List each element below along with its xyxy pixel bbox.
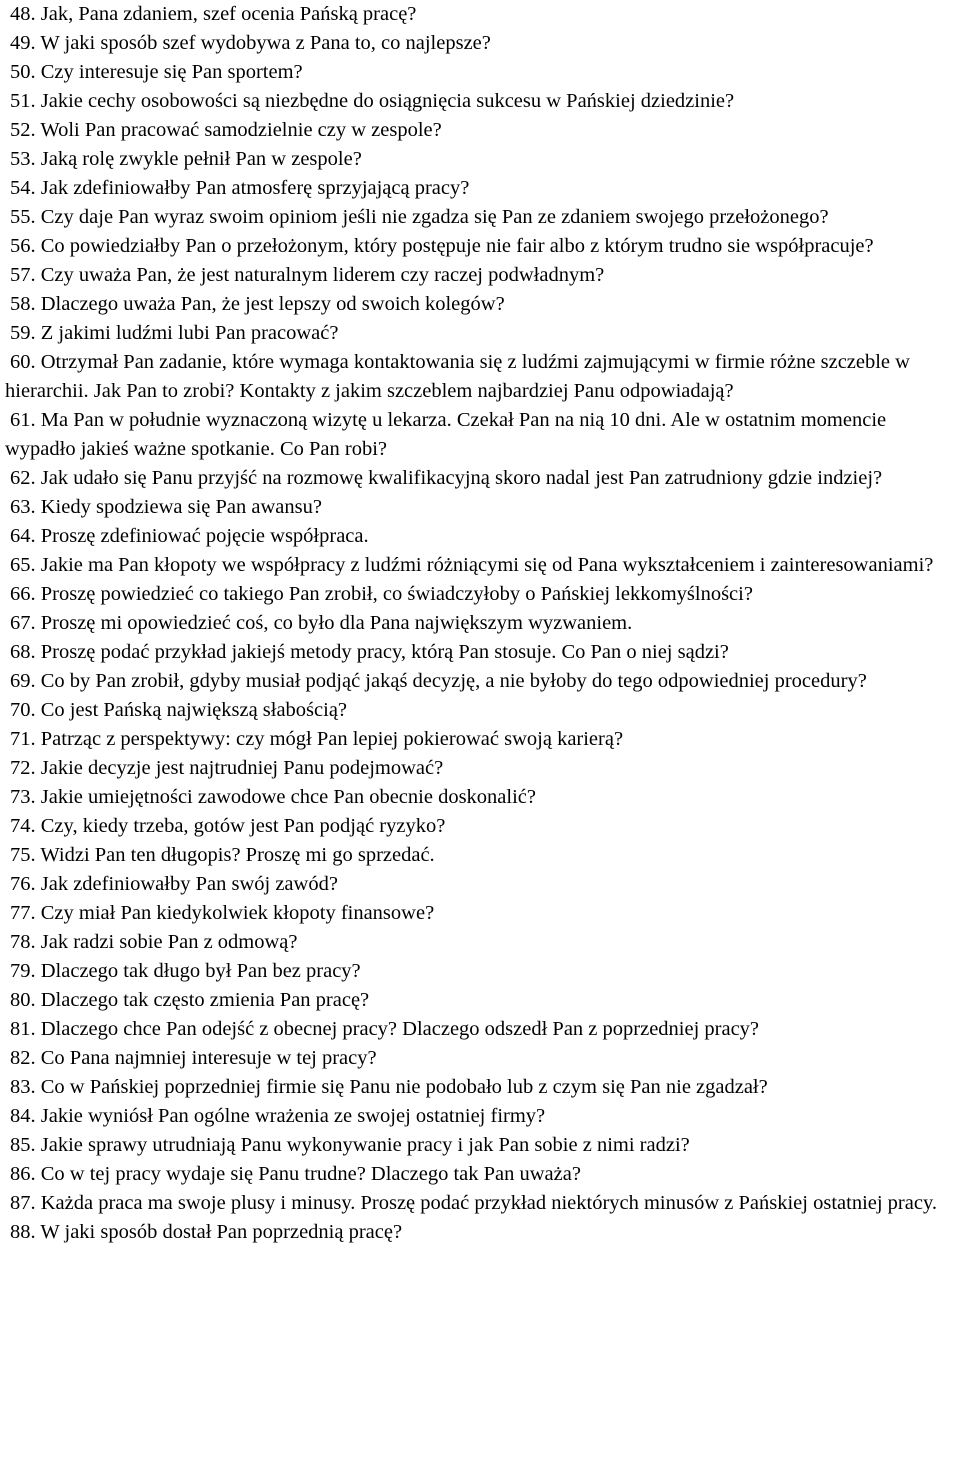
question-item — [5, 928, 956, 957]
question-text: Czy interesuje się Pan sportem? — [40, 61, 303, 83]
question-text: Patrząc z perspektywy: czy mógł Pan lepiej pokierować swoją karierą? — [40, 728, 624, 750]
question-number: 78. — [10, 931, 36, 953]
question-number: 56. — [10, 235, 36, 257]
question-number: 54. — [10, 177, 36, 199]
question-item — [5, 203, 956, 232]
question-text: Woli Pan pracować samodzielnie czy w zespole? — [40, 119, 442, 141]
question-number: 72. — [10, 757, 36, 779]
question-number: 51. — [10, 90, 36, 112]
question-text: Co by Pan zrobił, gdyby musiał podjąć jakąś decyzję, a nie byłoby do tego odpowiedniej procedury? — [40, 670, 867, 692]
question-item — [5, 899, 956, 928]
question-text: Co w Pańskiej poprzedniej firmie się Panu nie podobało lub z czym się Pan nie zgadzał? — [40, 1076, 768, 1098]
question-item — [5, 1015, 956, 1044]
question-item — [5, 348, 956, 406]
question-text: Czy uważa Pan, że jest naturalnym liderem czy raczej podwładnym? — [40, 264, 605, 286]
question-number: 83. — [10, 1076, 36, 1098]
question-text: W jaki sposób szef wydobywa z Pana to, co najlepsze? — [40, 32, 491, 54]
question-number: 63. — [10, 496, 36, 518]
question-text: Dlaczego tak często zmienia Pan pracę? — [40, 989, 370, 1011]
question-item — [5, 174, 956, 203]
question-number: 58. — [10, 293, 36, 315]
question-number: 62. — [10, 467, 36, 489]
question-number: 82. — [10, 1047, 36, 1069]
question-number: 55. — [10, 206, 36, 228]
question-text: Jakie sprawy utrudniają Panu wykonywanie pracy i jak Pan sobie z nimi radzi? — [40, 1134, 690, 1156]
question-item — [5, 493, 956, 522]
question-number: 74. — [10, 815, 36, 837]
question-item — [5, 812, 956, 841]
question-number: 64. — [10, 525, 36, 547]
question-text: Jakie umiejętności zawodowe chce Pan obecnie doskonalić? — [40, 786, 536, 808]
question-text: Jak udało się Panu przyjść na rozmowę kwalifikacyjną skoro nadal jest Pan zatrudniony gdzie indziej? — [40, 467, 883, 489]
question-number: 49. — [10, 32, 36, 54]
question-item — [5, 957, 956, 986]
question-text: Dlaczego tak długo był Pan bez pracy? — [40, 960, 361, 982]
question-text: Jaką rolę zwykle pełnił Pan w zespole? — [40, 148, 362, 170]
question-number: 59. — [10, 322, 36, 344]
question-item — [5, 464, 956, 493]
question-item — [5, 87, 956, 116]
question-number: 88. — [10, 1221, 36, 1243]
question-item — [5, 1218, 956, 1247]
question-item — [5, 319, 956, 348]
question-text: Proszę powiedzieć co takiego Pan zrobił, co świadczyłoby o Pańskiej lekkomyślności? — [40, 583, 753, 605]
question-number: 67. — [10, 612, 36, 634]
question-number: 87. — [10, 1192, 36, 1214]
question-text: Co powiedziałby Pan o przełożonym, który postępuje nie fair albo z którym trudno sie współpracuje? — [40, 235, 874, 257]
question-text: Dlaczego uważa Pan, że jest lepszy od swoich kolegów? — [40, 293, 505, 315]
question-item — [5, 1189, 956, 1218]
question-text: Czy, kiedy trzeba, gotów jest Pan podjąć ryzyko? — [40, 815, 446, 837]
question-item — [5, 1073, 956, 1102]
question-item — [5, 0, 956, 29]
question-number: 48. — [10, 3, 36, 25]
question-number: 57. — [10, 264, 36, 286]
question-number: 81. — [10, 1018, 36, 1040]
question-number: 73. — [10, 786, 36, 808]
question-number: 66. — [10, 583, 36, 605]
question-number: 52. — [10, 119, 36, 141]
question-item — [5, 522, 956, 551]
question-text: Jakie ma Pan kłopoty we współpracy z ludźmi różniącymi się od Pana wykształceniem i zainteresowaniami? — [40, 554, 934, 576]
question-item — [5, 696, 956, 725]
question-item — [5, 551, 956, 580]
question-item — [5, 29, 956, 58]
question-item — [5, 261, 956, 290]
question-text: Czy miał Pan kiedykolwiek kłopoty finansowe? — [40, 902, 435, 924]
question-number: 85. — [10, 1134, 36, 1156]
question-text: Widzi Pan ten długopis? Proszę mi go sprzedać. — [40, 844, 435, 866]
question-text: Jakie wyniósł Pan ogólne wrażenia ze swojej ostatniej firmy? — [40, 1105, 546, 1127]
question-text: Jakie cechy osobowości są niezbędne do osiągnięcia sukcesu w Pańskiej dziedzinie? — [40, 90, 735, 112]
question-text: Jak, Pana zdaniem, szef ocenia Pańską pracę? — [40, 3, 417, 25]
question-item — [5, 580, 956, 609]
question-item — [5, 1131, 956, 1160]
question-item — [5, 290, 956, 319]
question-item — [5, 609, 956, 638]
question-number: 65. — [10, 554, 36, 576]
question-text: Dlaczego chce Pan odejść z obecnej pracy? Dlaczego odszedł Pan z poprzedniej pracy? — [40, 1018, 760, 1040]
question-number: 53. — [10, 148, 36, 170]
question-text: Co w tej pracy wydaje się Panu trudne? Dlaczego tak Pan uważa? — [40, 1163, 581, 1185]
question-item — [5, 232, 956, 261]
question-text: Z jakimi ludźmi lubi Pan pracować? — [40, 322, 339, 344]
question-number: 75. — [10, 844, 36, 866]
question-item — [5, 638, 956, 667]
question-item — [5, 986, 956, 1015]
question-text: Czy daje Pan wyraz swoim opiniom jeśli nie zgadza się Pan ze zdaniem swojego przełożonego? — [40, 206, 829, 228]
question-number: 86. — [10, 1163, 36, 1185]
question-text: Jak radzi sobie Pan z odmową? — [40, 931, 298, 953]
question-text: Kiedy spodziewa się Pan awansu? — [40, 496, 322, 518]
question-item — [5, 406, 956, 464]
question-text: Jakie decyzje jest najtrudniej Panu podejmować? — [40, 757, 444, 779]
question-item — [5, 58, 956, 87]
question-item — [5, 116, 956, 145]
question-number: 50. — [10, 61, 36, 83]
question-number: 60. — [10, 351, 36, 373]
question-text: Proszę podać przykład jakiejś metody pracy, którą Pan stosuje. Co Pan o niej sądzi? — [40, 641, 729, 663]
question-text: Jak zdefiniowałby Pan atmosferę sprzyjającą pracy? — [40, 177, 470, 199]
question-text: Proszę zdefiniować pojęcie współpraca. — [40, 525, 369, 547]
question-text: Ma Pan w południe wyznaczoną wizytę u lekarza. Czekał Pan na nią 10 dni. Ale w ostatnim momencie wypadło jakieś ważne spotkanie. Co Pan robi? — [5, 409, 887, 460]
question-text: Jak zdefiniowałby Pan swój zawód? — [40, 873, 338, 895]
question-item — [5, 725, 956, 754]
question-number: 84. — [10, 1105, 36, 1127]
question-number: 70. — [10, 699, 36, 721]
question-list — [5, 0, 956, 1247]
question-number: 80. — [10, 989, 36, 1011]
question-item — [5, 667, 956, 696]
question-item — [5, 870, 956, 899]
question-text: Proszę mi opowiedzieć coś, co było dla Pana największym wyzwaniem. — [40, 612, 633, 634]
question-number: 68. — [10, 641, 36, 663]
question-number: 71. — [10, 728, 36, 750]
question-number: 69. — [10, 670, 36, 692]
question-number: 76. — [10, 873, 36, 895]
question-number: 79. — [10, 960, 36, 982]
question-number: 77. — [10, 902, 36, 924]
question-item — [5, 1102, 956, 1131]
question-item — [5, 1160, 956, 1189]
question-number: 61. — [10, 409, 36, 431]
question-text: Otrzymał Pan zadanie, które wymaga kontaktowania się z ludźmi zajmującymi w firmie różne szczeble w hierarchii. Jak Pan to zrobi? Kontakty z jakim szczeblem najbardziej Panu odpowiadają? — [5, 351, 910, 402]
question-item — [5, 754, 956, 783]
question-item — [5, 1044, 956, 1073]
question-item — [5, 145, 956, 174]
question-text: Co Pana najmniej interesuje w tej pracy? — [40, 1047, 377, 1069]
question-text: Co jest Pańską największą słabością? — [40, 699, 348, 721]
question-text: Każda praca ma swoje plusy i minusy. Proszę podać przykład niektórych minusów z Pańskiej ostatniej pracy. — [40, 1192, 938, 1214]
question-text: W jaki sposób dostał Pan poprzednią pracę? — [40, 1221, 403, 1243]
question-item — [5, 783, 956, 812]
question-item — [5, 841, 956, 870]
